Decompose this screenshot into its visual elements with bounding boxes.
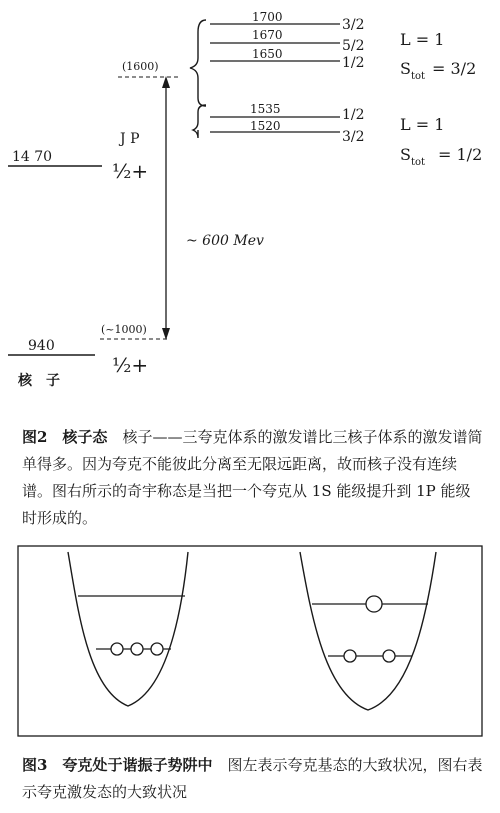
left-quark-2 [131,643,143,655]
ground-level-label: (~1000) [101,323,147,336]
excited-mass-label: 14 70 [12,149,53,165]
right-quark-1 [344,650,356,662]
fig3-caption-label: 图3 夸克处于谐振子势阱中 [22,756,213,774]
left-well-curve [68,552,188,706]
right-well-curve [300,552,436,710]
excited-jp-label: ½+ [112,159,149,183]
right-excited-quark [366,596,382,612]
lower-group-S-sub: tot [411,157,426,168]
jp-header-label: J P [120,131,140,147]
left-quark-3 [151,643,163,655]
right-quark-2 [383,650,395,662]
gap-arrow-head-up [162,76,170,88]
fig3-caption-text: 图左表示夸克基态的大致状况，图右表示夸克激发态的大致状况 [22,756,483,801]
level-1670-spin: 5/2 [342,38,365,54]
level-1650-spin: 1/2 [342,55,365,71]
fig3-frame [18,546,482,736]
level-1520-mass: 1520 [250,119,281,133]
level-1535-spin: 1/2 [342,107,365,123]
level-1700-spin: 3/2 [342,17,365,33]
lower-group-S-prefix: S [400,145,411,164]
nucleon-name-label: 核 子 [18,373,60,389]
level-1700-mass: 1700 [252,10,283,24]
level-1520-spin: 3/2 [342,129,365,145]
level-1670-mass: 1670 [252,28,283,42]
gap-arrow-head-down [162,328,170,340]
nucleon-mass-label: 940 [28,338,55,354]
level-1535-mass: 1535 [250,102,281,116]
level-1650-mass: 1650 [252,47,283,61]
upper-group-S-value: = 3/2 [432,59,477,78]
left-quark-1 [111,643,123,655]
top-level-label: (1600) [122,60,159,73]
upper-group-L: L = 1 [400,30,445,49]
upper-group-S-sub: tot [411,71,426,82]
upper-group-S-prefix: S [400,59,411,78]
fig2-caption [22,424,484,532]
fig2-caption-label: 图2 核子态 [22,428,108,446]
upper-group-brace [190,20,206,106]
lower-group-L: L = 1 [400,115,445,134]
nucleon-jp-label: ½+ [112,353,149,377]
fig2-caption-text: 核子——三夸克体系的激发谱比三核子体系的激发谱简单得多。因为夸克不能彼此分离至无限远距离，故而核子没有连续谱。图右所示的奇宇称态是当把一个夸克从 1S 能级提升到 1P 能级时形成的。 [22,428,483,527]
lower-group-brace [193,105,206,138]
fig3-caption [22,752,484,806]
gap-energy-label: ~ 600 Mev [186,233,264,249]
lower-group-S-value: = 1/2 [438,145,483,164]
